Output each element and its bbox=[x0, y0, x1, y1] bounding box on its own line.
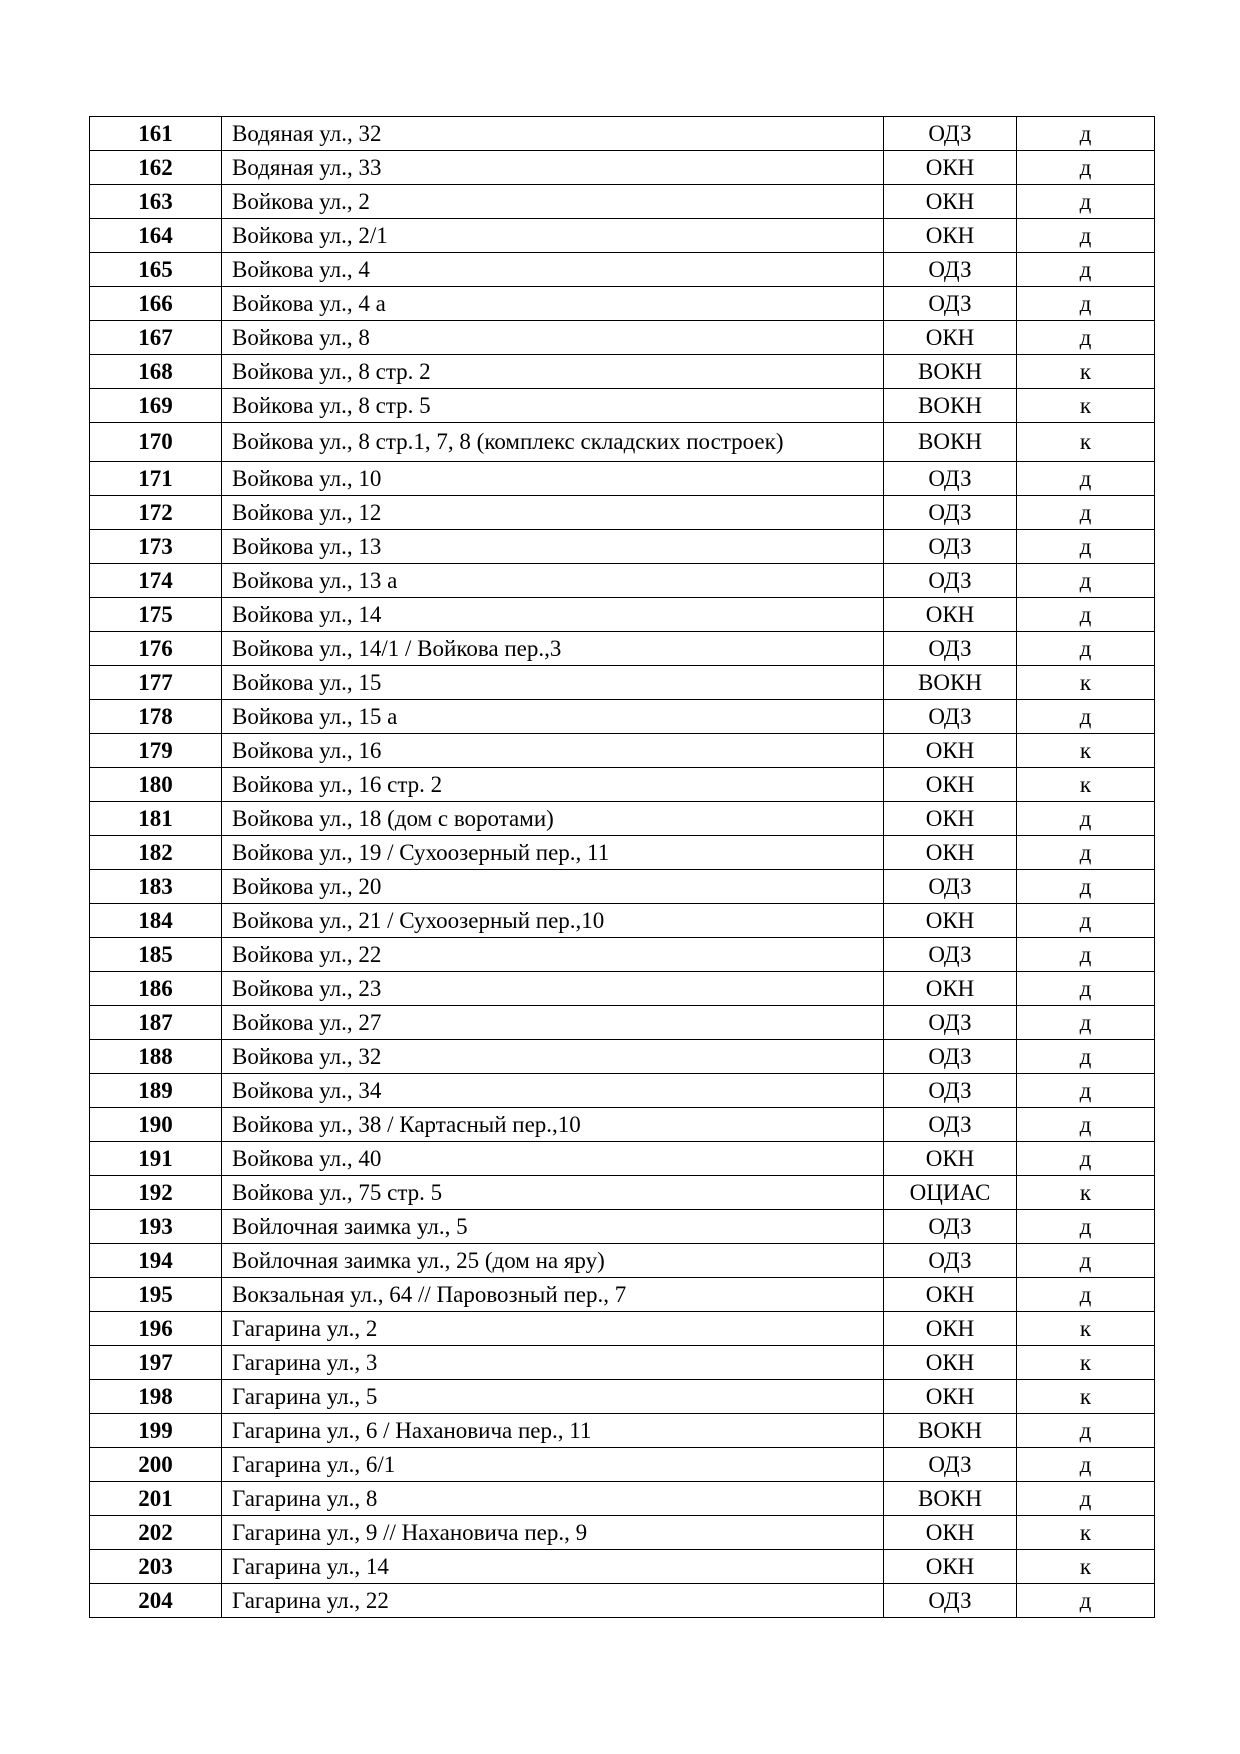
status-cell: ОКН bbox=[884, 972, 1017, 1006]
status-cell: ОКН bbox=[884, 1516, 1017, 1550]
table-row bbox=[90, 1380, 1155, 1414]
status-cell: ОДЗ bbox=[884, 117, 1017, 151]
category-cell: д bbox=[1017, 530, 1155, 564]
table-row bbox=[90, 185, 1155, 219]
address-cell: Войкова ул., 13 bbox=[222, 530, 884, 564]
category-cell: к bbox=[1017, 389, 1155, 423]
row-number-cell: 168 bbox=[90, 355, 222, 389]
row-number-cell: 197 bbox=[90, 1346, 222, 1380]
address-cell: Войкова ул., 2/1 bbox=[222, 219, 884, 253]
table-row bbox=[90, 1074, 1155, 1108]
status-cell: ОДЗ bbox=[884, 253, 1017, 287]
row-number-cell: 204 bbox=[90, 1584, 222, 1618]
address-cell: Войкова ул., 8 стр. 5 bbox=[222, 389, 884, 423]
table-row bbox=[90, 632, 1155, 666]
category-cell: д bbox=[1017, 1414, 1155, 1448]
table-row bbox=[90, 355, 1155, 389]
table-row bbox=[90, 496, 1155, 530]
table-row bbox=[90, 287, 1155, 321]
address-cell: Войкова ул., 19 / Сухоозерный пер., 11 bbox=[222, 836, 884, 870]
address-cell: Войкова ул., 75 стр. 5 bbox=[222, 1176, 884, 1210]
category-cell: д bbox=[1017, 1142, 1155, 1176]
status-cell: ОКН bbox=[884, 1312, 1017, 1346]
table-row bbox=[90, 530, 1155, 564]
row-number-cell: 179 bbox=[90, 734, 222, 768]
table-row bbox=[90, 802, 1155, 836]
category-cell: к bbox=[1017, 1516, 1155, 1550]
table-row bbox=[90, 1584, 1155, 1618]
status-cell: ОДЗ bbox=[884, 632, 1017, 666]
category-cell: д bbox=[1017, 1278, 1155, 1312]
address-cell: Войкова ул., 13 а bbox=[222, 564, 884, 598]
status-cell: ОДЗ bbox=[884, 938, 1017, 972]
category-cell: д bbox=[1017, 870, 1155, 904]
address-cell: Гагарина ул., 6 / Нахановича пер., 11 bbox=[222, 1414, 884, 1448]
status-cell: ОКН bbox=[884, 219, 1017, 253]
category-cell: д bbox=[1017, 219, 1155, 253]
row-number-cell: 170 bbox=[90, 423, 222, 462]
heritage-objects-table bbox=[89, 116, 1155, 1618]
row-number-cell: 192 bbox=[90, 1176, 222, 1210]
table-row bbox=[90, 598, 1155, 632]
category-cell: д bbox=[1017, 496, 1155, 530]
category-cell: к bbox=[1017, 734, 1155, 768]
table-row bbox=[90, 462, 1155, 496]
table-row bbox=[90, 870, 1155, 904]
category-cell: д bbox=[1017, 185, 1155, 219]
status-cell: ВОКН bbox=[884, 666, 1017, 700]
category-cell: к bbox=[1017, 355, 1155, 389]
table-row bbox=[90, 389, 1155, 423]
address-cell: Гагарина ул., 3 bbox=[222, 1346, 884, 1380]
row-number-cell: 201 bbox=[90, 1482, 222, 1516]
status-cell: ОДЗ bbox=[884, 287, 1017, 321]
address-cell: Войкова ул., 18 (дом с воротами) bbox=[222, 802, 884, 836]
table-row bbox=[90, 1244, 1155, 1278]
category-cell: д bbox=[1017, 564, 1155, 598]
row-number-cell: 189 bbox=[90, 1074, 222, 1108]
address-cell: Войлочная заимка ул., 5 bbox=[222, 1210, 884, 1244]
address-cell: Войкова ул., 16 стр. 2 bbox=[222, 768, 884, 802]
category-cell: д bbox=[1017, 462, 1155, 496]
address-cell: Войкова ул., 22 bbox=[222, 938, 884, 972]
status-cell: ОКН bbox=[884, 321, 1017, 355]
row-number-cell: 166 bbox=[90, 287, 222, 321]
row-number-cell: 187 bbox=[90, 1006, 222, 1040]
category-cell: д bbox=[1017, 700, 1155, 734]
category-cell: д bbox=[1017, 1584, 1155, 1618]
category-cell: д bbox=[1017, 1074, 1155, 1108]
status-cell: ОКН bbox=[884, 151, 1017, 185]
category-cell: д bbox=[1017, 253, 1155, 287]
address-cell: Войкова ул., 14/1 / Войкова пер.,3 bbox=[222, 632, 884, 666]
table-row bbox=[90, 1482, 1155, 1516]
address-cell: Войкова ул., 10 bbox=[222, 462, 884, 496]
status-cell: ОДЗ bbox=[884, 564, 1017, 598]
status-cell: ОДЗ bbox=[884, 1108, 1017, 1142]
status-cell: ОДЗ bbox=[884, 1074, 1017, 1108]
address-cell: Войкова ул., 21 / Сухоозерный пер.,10 bbox=[222, 904, 884, 938]
category-cell: д bbox=[1017, 598, 1155, 632]
category-cell: д bbox=[1017, 904, 1155, 938]
row-number-cell: 164 bbox=[90, 219, 222, 253]
category-cell: д bbox=[1017, 1244, 1155, 1278]
category-cell: д bbox=[1017, 1108, 1155, 1142]
category-cell: д bbox=[1017, 802, 1155, 836]
table-row bbox=[90, 1516, 1155, 1550]
table-row bbox=[90, 700, 1155, 734]
category-cell: д bbox=[1017, 287, 1155, 321]
table-row bbox=[90, 938, 1155, 972]
status-cell: ОКН bbox=[884, 598, 1017, 632]
address-cell: Войкова ул., 16 bbox=[222, 734, 884, 768]
row-number-cell: 186 bbox=[90, 972, 222, 1006]
status-cell: ОДЗ bbox=[884, 1210, 1017, 1244]
row-number-cell: 163 bbox=[90, 185, 222, 219]
table-row bbox=[90, 564, 1155, 598]
table-row bbox=[90, 1210, 1155, 1244]
table-row bbox=[90, 1176, 1155, 1210]
row-number-cell: 171 bbox=[90, 462, 222, 496]
address-cell: Войкова ул., 12 bbox=[222, 496, 884, 530]
row-number-cell: 165 bbox=[90, 253, 222, 287]
category-cell: д bbox=[1017, 632, 1155, 666]
address-cell: Войкова ул., 4 bbox=[222, 253, 884, 287]
address-cell: Гагарина ул., 5 bbox=[222, 1380, 884, 1414]
category-cell: д bbox=[1017, 1006, 1155, 1040]
category-cell: к bbox=[1017, 1312, 1155, 1346]
table-row bbox=[90, 321, 1155, 355]
row-number-cell: 181 bbox=[90, 802, 222, 836]
row-number-cell: 175 bbox=[90, 598, 222, 632]
category-cell: к bbox=[1017, 1380, 1155, 1414]
category-cell: д bbox=[1017, 1040, 1155, 1074]
table-row bbox=[90, 1142, 1155, 1176]
address-cell: Войкова ул., 4 а bbox=[222, 287, 884, 321]
status-cell: ОКН bbox=[884, 768, 1017, 802]
status-cell: ОДЗ bbox=[884, 1448, 1017, 1482]
category-cell: д bbox=[1017, 938, 1155, 972]
address-cell: Войкова ул., 15 а bbox=[222, 700, 884, 734]
address-cell: Водяная ул., 33 bbox=[222, 151, 884, 185]
status-cell: ОДЗ bbox=[884, 1244, 1017, 1278]
status-cell: ОКН bbox=[884, 1380, 1017, 1414]
status-cell: ОКН bbox=[884, 802, 1017, 836]
table-row bbox=[90, 1040, 1155, 1074]
status-cell: ОКН bbox=[884, 1142, 1017, 1176]
address-cell: Войкова ул., 40 bbox=[222, 1142, 884, 1176]
table-row bbox=[90, 117, 1155, 151]
address-cell: Войкова ул., 27 bbox=[222, 1006, 884, 1040]
row-number-cell: 180 bbox=[90, 768, 222, 802]
table-row bbox=[90, 904, 1155, 938]
row-number-cell: 183 bbox=[90, 870, 222, 904]
address-cell: Водяная ул., 32 bbox=[222, 117, 884, 151]
category-cell: д bbox=[1017, 321, 1155, 355]
status-cell: ВОКН bbox=[884, 355, 1017, 389]
row-number-cell: 161 bbox=[90, 117, 222, 151]
address-cell: Войкова ул., 32 bbox=[222, 1040, 884, 1074]
address-cell: Войкова ул., 8 стр. 2 bbox=[222, 355, 884, 389]
table-row bbox=[90, 1550, 1155, 1584]
status-cell: ОДЗ bbox=[884, 1040, 1017, 1074]
address-cell: Войкова ул., 14 bbox=[222, 598, 884, 632]
row-number-cell: 167 bbox=[90, 321, 222, 355]
category-cell: к bbox=[1017, 1176, 1155, 1210]
address-cell: Гагарина ул., 2 bbox=[222, 1312, 884, 1346]
status-cell: ОКН bbox=[884, 734, 1017, 768]
table-row bbox=[90, 1346, 1155, 1380]
address-cell: Гагарина ул., 14 bbox=[222, 1550, 884, 1584]
row-number-cell: 193 bbox=[90, 1210, 222, 1244]
table-row bbox=[90, 1006, 1155, 1040]
address-cell: Гагарина ул., 8 bbox=[222, 1482, 884, 1516]
status-cell: ОДЗ bbox=[884, 1584, 1017, 1618]
status-cell: ОКН bbox=[884, 185, 1017, 219]
status-cell: ОДЗ bbox=[884, 496, 1017, 530]
address-cell: Вокзальная ул., 64 // Паровозный пер., 7 bbox=[222, 1278, 884, 1312]
row-number-cell: 198 bbox=[90, 1380, 222, 1414]
category-cell: к bbox=[1017, 1346, 1155, 1380]
row-number-cell: 200 bbox=[90, 1448, 222, 1482]
row-number-cell: 173 bbox=[90, 530, 222, 564]
status-cell: ОДЗ bbox=[884, 1006, 1017, 1040]
table-row bbox=[90, 1414, 1155, 1448]
category-cell: д bbox=[1017, 1448, 1155, 1482]
table-row bbox=[90, 219, 1155, 253]
row-number-cell: 191 bbox=[90, 1142, 222, 1176]
status-cell: ОДЗ bbox=[884, 530, 1017, 564]
table-row bbox=[90, 972, 1155, 1006]
status-cell: ОКН bbox=[884, 1346, 1017, 1380]
row-number-cell: 178 bbox=[90, 700, 222, 734]
table-row bbox=[90, 836, 1155, 870]
category-cell: к bbox=[1017, 768, 1155, 802]
row-number-cell: 185 bbox=[90, 938, 222, 972]
address-cell: Войкова ул., 8 bbox=[222, 321, 884, 355]
row-number-cell: 177 bbox=[90, 666, 222, 700]
row-number-cell: 202 bbox=[90, 1516, 222, 1550]
row-number-cell: 190 bbox=[90, 1108, 222, 1142]
address-cell: Войлочная заимка ул., 25 (дом на яру) bbox=[222, 1244, 884, 1278]
address-cell: Войкова ул., 38 / Картасный пер.,10 bbox=[222, 1108, 884, 1142]
category-cell: к bbox=[1017, 423, 1155, 462]
row-number-cell: 203 bbox=[90, 1550, 222, 1584]
table-row bbox=[90, 734, 1155, 768]
status-cell: ВОКН bbox=[884, 389, 1017, 423]
table-row bbox=[90, 1448, 1155, 1482]
table-row bbox=[90, 666, 1155, 700]
category-cell: д bbox=[1017, 1210, 1155, 1244]
category-cell: к bbox=[1017, 1550, 1155, 1584]
row-number-cell: 172 bbox=[90, 496, 222, 530]
row-number-cell: 194 bbox=[90, 1244, 222, 1278]
status-cell: ВОКН bbox=[884, 1414, 1017, 1448]
table-row bbox=[90, 423, 1155, 462]
category-cell: д bbox=[1017, 117, 1155, 151]
row-number-cell: 162 bbox=[90, 151, 222, 185]
category-cell: к bbox=[1017, 666, 1155, 700]
address-cell: Войкова ул., 8 стр.1, 7, 8 (комплекс складских построек) bbox=[222, 423, 884, 462]
status-cell: ОДЗ bbox=[884, 700, 1017, 734]
category-cell: д bbox=[1017, 836, 1155, 870]
table-row bbox=[90, 768, 1155, 802]
table-body bbox=[90, 117, 1155, 1618]
table-row bbox=[90, 253, 1155, 287]
row-number-cell: 174 bbox=[90, 564, 222, 598]
category-cell: д bbox=[1017, 1482, 1155, 1516]
address-cell: Гагарина ул., 22 bbox=[222, 1584, 884, 1618]
row-number-cell: 169 bbox=[90, 389, 222, 423]
row-number-cell: 182 bbox=[90, 836, 222, 870]
category-cell: д bbox=[1017, 972, 1155, 1006]
status-cell: ОКН bbox=[884, 1278, 1017, 1312]
row-number-cell: 196 bbox=[90, 1312, 222, 1346]
category-cell: д bbox=[1017, 151, 1155, 185]
row-number-cell: 199 bbox=[90, 1414, 222, 1448]
row-number-cell: 195 bbox=[90, 1278, 222, 1312]
table-row bbox=[90, 1108, 1155, 1142]
table-row bbox=[90, 151, 1155, 185]
address-cell: Войкова ул., 34 bbox=[222, 1074, 884, 1108]
status-cell: ОКН bbox=[884, 904, 1017, 938]
address-cell: Войкова ул., 20 bbox=[222, 870, 884, 904]
status-cell: ОКН bbox=[884, 836, 1017, 870]
address-cell: Гагарина ул., 9 // Нахановича пер., 9 bbox=[222, 1516, 884, 1550]
row-number-cell: 188 bbox=[90, 1040, 222, 1074]
status-cell: ОЦИАС bbox=[884, 1176, 1017, 1210]
address-cell: Войкова ул., 15 bbox=[222, 666, 884, 700]
table-row bbox=[90, 1312, 1155, 1346]
table-row bbox=[90, 1278, 1155, 1312]
status-cell: ОКН bbox=[884, 1550, 1017, 1584]
address-cell: Войкова ул., 2 bbox=[222, 185, 884, 219]
status-cell: ВОКН bbox=[884, 1482, 1017, 1516]
status-cell: ОДЗ bbox=[884, 870, 1017, 904]
status-cell: ВОКН bbox=[884, 423, 1017, 462]
address-cell: Войкова ул., 23 bbox=[222, 972, 884, 1006]
address-cell: Гагарина ул., 6/1 bbox=[222, 1448, 884, 1482]
row-number-cell: 184 bbox=[90, 904, 222, 938]
row-number-cell: 176 bbox=[90, 632, 222, 666]
status-cell: ОДЗ bbox=[884, 462, 1017, 496]
